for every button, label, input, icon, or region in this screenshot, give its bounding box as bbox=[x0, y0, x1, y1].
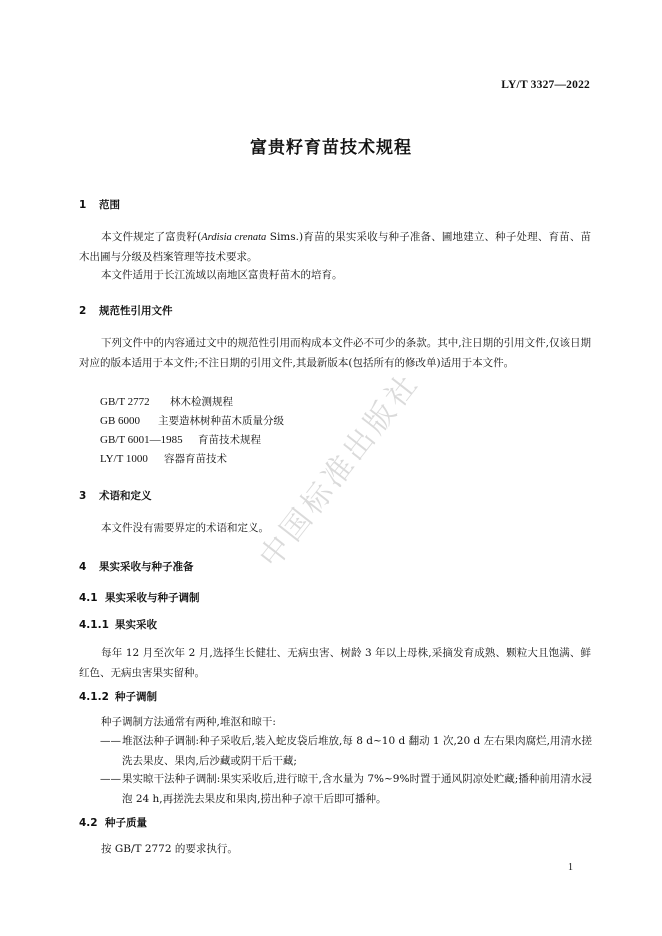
list-dash: —— bbox=[100, 773, 121, 785]
section-number: 4.1.1 bbox=[79, 619, 109, 631]
section-title: 果实采收 bbox=[115, 619, 157, 631]
reference-item: GB/T 2772 林木检测规程 bbox=[100, 396, 233, 408]
normative-references-paragraph: 下列文件中的内容通过文中的规范性引用而构成本文件必不可少的条款。其中,注日期的引用文件,仅该日期对应的版本适用于本文件;不注日期的引用文件,其最新版本(包括所有的修改单)适用于本文件。 bbox=[79, 337, 591, 369]
terms-paragraph: 本文件没有需要界定的术语和定义。 bbox=[101, 522, 269, 534]
section-number: 4.1.2 bbox=[79, 691, 109, 703]
section-3-heading bbox=[79, 488, 152, 503]
publisher-watermark: 中国标准出版社 bbox=[252, 365, 427, 575]
section-title: 种子调制 bbox=[115, 691, 157, 703]
list-dash: —— bbox=[100, 735, 121, 747]
seed-quality-paragraph: 按 GB/T 2772 的要求执行。 bbox=[101, 843, 238, 855]
standard-code: LY/T 3327—2022 bbox=[501, 79, 590, 91]
section-title: 规范性引用文件 bbox=[99, 305, 173, 317]
seed-prep-intro: 种子调制方法通常有两种,堆沤和晾干: bbox=[101, 716, 276, 728]
section-title: 术语和定义 bbox=[99, 490, 152, 502]
reference-item: GB/T 6001—1985 育苗技术规程 bbox=[100, 434, 261, 446]
scope-paragraph-2: 本文件适用于长江流域以南地区富贵籽苗木的培育。 bbox=[101, 269, 343, 281]
section-number: 1 bbox=[79, 199, 87, 211]
section-2-heading bbox=[79, 303, 173, 318]
section-4-2-heading bbox=[79, 815, 147, 830]
section-title: 果实采收与种子准备 bbox=[99, 561, 194, 573]
section-4-1-2-heading bbox=[79, 689, 157, 704]
section-number: 4 bbox=[79, 561, 87, 573]
scope-paragraph-1: 本文件规定了富贵籽(Ardisia crenata Sims.)育苗的果实采收与种子准备、圃地建立、种子处理、育苗、苗木出圃与分级及档案管理等技术要求。 bbox=[79, 231, 591, 263]
section-title: 范围 bbox=[99, 199, 120, 211]
list-item: —— 堆沤法种子调制:种子采收后,装入蛇皮袋后堆放,每 8 d~10 d 翻动 1 次,20 d 左右果肉腐烂,用清水搓洗去果皮、果肉,后沙藏或阴干后干藏; bbox=[100, 732, 592, 771]
section-4-1-heading bbox=[79, 590, 200, 605]
section-number: 4.1 bbox=[79, 592, 98, 604]
section-number: 2 bbox=[79, 305, 87, 317]
section-number: 3 bbox=[79, 490, 87, 502]
document-title: 富贵籽育苗技术规程 bbox=[250, 138, 412, 158]
fruit-harvest-paragraph: 每年 12 月至次年 2 月,选择生长健壮、无病虫害、树龄 3 年以上母株,采摘发育成熟、颗粒大且饱满、鲜红色、无病虫害果实留种。 bbox=[79, 647, 591, 679]
section-4-heading bbox=[79, 559, 194, 574]
reference-item: GB 6000 主要造林树种苗木质量分级 bbox=[100, 415, 284, 427]
section-title: 种子质量 bbox=[105, 817, 147, 829]
reference-item: LY/T 1000 容器育苗技术 bbox=[100, 453, 227, 465]
list-item: —— 果实晾干法种子调制:果实采收后,进行晾干,含水量为 7%~9%时置于通风阴凉处贮藏;播种前用清水浸泡 24 h,再搓洗去果皮和果肉,捞出种子凉干后即可播种。 bbox=[100, 770, 592, 809]
section-title: 果实采收与种子调制 bbox=[105, 592, 200, 604]
section-number: 4.2 bbox=[79, 817, 98, 829]
section-1-heading bbox=[79, 197, 120, 212]
latin-species-name: Ardisia crenata bbox=[201, 232, 267, 243]
section-4-1-1-heading bbox=[79, 617, 157, 632]
page-number: 1 bbox=[568, 862, 573, 873]
